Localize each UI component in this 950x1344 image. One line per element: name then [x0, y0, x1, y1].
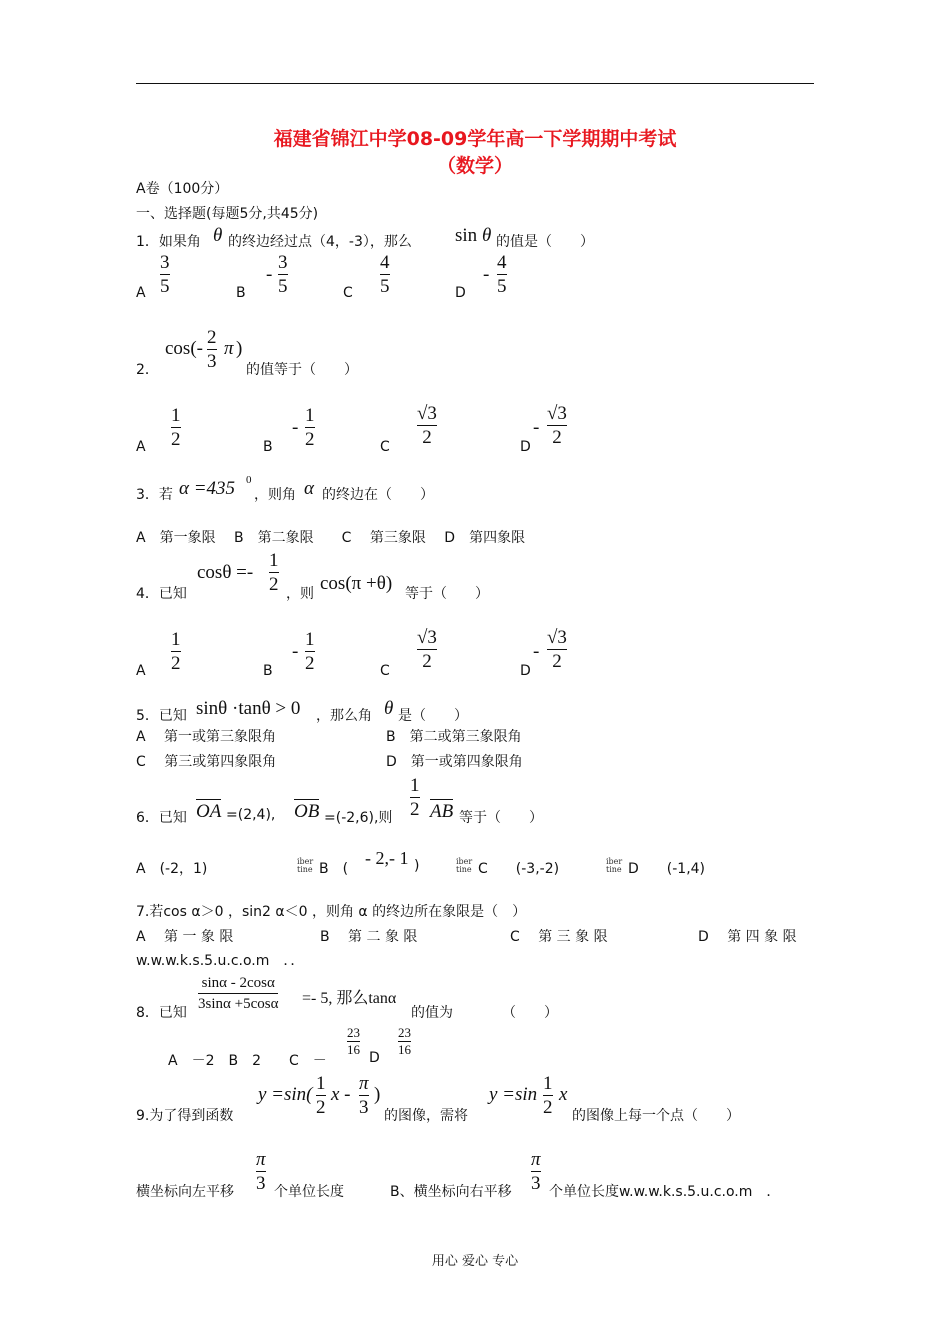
q9-y-sin-open: y =sin(	[258, 1084, 313, 1105]
q9-text-c: 的图像上每一个点（ ）	[572, 1108, 740, 1124]
section-heading: 一、选择题(每题5分,共45分)	[136, 206, 319, 222]
q6-option-a: A (-2，1)	[136, 861, 208, 877]
q7-option-c: C 第 三 象 限	[510, 929, 608, 945]
q8-option-d-fraction: 23 16	[398, 1025, 411, 1057]
q9-half-fraction-a: 1 2	[316, 1073, 326, 1118]
q9-option-b-unit: 个单位长度w.w.w.k.s.5.u.c.o.m ．	[549, 1184, 781, 1200]
q4-option-b-minus: -	[292, 641, 299, 662]
q1-theta: θ	[213, 225, 223, 246]
q6-broken-image-icon-c: iber tine	[456, 857, 473, 874]
q2-cos-open: cos(-	[165, 338, 203, 359]
q7-option-b: B 第 二 象 限	[320, 929, 418, 945]
q4-option-c-fraction: √3 2	[417, 627, 437, 672]
q1-option-c-fraction: 4 5	[380, 252, 390, 297]
q5-sin-tan: sinθ ·tanθ > 0	[196, 698, 301, 719]
header-rule	[136, 83, 814, 84]
q4-option-c-label: C	[380, 663, 390, 679]
page-title: 福建省锦江中学08-09学年高一下学期期中考试	[273, 128, 677, 150]
q3-text-b: ，则角	[254, 487, 296, 503]
q1-text-c: 的值是（ ）	[496, 234, 594, 250]
q1-text-a: 1．如果角	[136, 234, 201, 250]
q4-text-c: 等于（ ）	[405, 586, 489, 602]
q6-broken-image-icon-d: iber tine	[606, 857, 623, 874]
volume-label: A卷（100分）	[136, 181, 229, 197]
q9-option-a-fraction: π 3	[256, 1149, 266, 1194]
q1-option-a-fraction: 3 5	[160, 252, 170, 297]
q5-text-a: 5．已知	[136, 708, 187, 724]
q6-vector-ab: AB	[430, 801, 454, 822]
q5-text-b: ，那么角	[316, 708, 372, 724]
q4-text-b: ，则	[286, 586, 314, 602]
q8-options: A －2 B 2 C －	[168, 1053, 327, 1069]
q9-text-a: 9.为了得到函数	[136, 1108, 234, 1124]
q8-text-a: 8．已知	[136, 1005, 187, 1021]
q7-watermark: w.w.w.k.s.5.u.c.o.m ．．	[136, 953, 305, 969]
page-footer: 用心 爱心 专心	[431, 1254, 519, 1269]
q7-text: 7.若cos α＞0 ，sin2 α＜0 ，则角 α 的终边所在象限是（ ）	[136, 904, 527, 920]
q9-close: )	[374, 1084, 381, 1105]
q3-alpha: α	[304, 478, 314, 499]
q3-options: A 第一象限 B 第二象限 C 第三象限 D 第四象限	[136, 530, 526, 546]
q4-option-d-minus: -	[533, 641, 540, 662]
q2-option-b-fraction: 1 2	[305, 405, 315, 450]
q1-option-b-fraction: 3 5	[278, 252, 288, 297]
q5-theta: θ	[384, 698, 394, 719]
q6-half-fraction: 1 2	[410, 775, 420, 820]
q7-option-d: D 第 四 象 限	[698, 929, 797, 945]
q4-text-a: 4．已知	[136, 586, 187, 602]
q5-option-d: D 第一或第四象限角	[386, 754, 523, 770]
q1-option-c-label: C	[343, 285, 353, 301]
q5-text-c: 是（ ）	[398, 708, 468, 724]
q2-option-d-minus: -	[533, 417, 540, 438]
q6-vector-ob: OB	[294, 801, 320, 822]
q3-alpha-eq: α =435	[179, 478, 236, 499]
q2-tail: 的值等于（ ）	[246, 362, 358, 378]
q3-degree: 0	[246, 474, 252, 486]
q2-fraction: 2 3	[207, 327, 217, 372]
q6-option-b-value: - 2,- 1	[365, 848, 409, 868]
q1-sin: sin	[455, 225, 478, 246]
q8-option-d-label: D	[369, 1050, 380, 1066]
q6-text-c: 等于（ ）	[459, 810, 543, 826]
q2-option-c-fraction: √3 2	[417, 403, 437, 448]
q9-x: x	[559, 1084, 568, 1105]
q4-option-a-fraction: 1 2	[171, 629, 181, 674]
q3-text-c: 的终边在（ ）	[322, 487, 434, 503]
q2-close: )	[236, 338, 243, 359]
q2-option-a-fraction: 1 2	[171, 405, 181, 450]
q1-sin-theta: θ	[482, 225, 492, 246]
q4-option-d-fraction: √3 2	[547, 627, 567, 672]
q8-ratio-fraction: sinα - 2cosα 3sinα +5cosα	[198, 975, 279, 1012]
q6-option-d: D (-1,4)	[628, 861, 706, 877]
q9-x-minus: x -	[331, 1084, 351, 1105]
q1-option-b-label: B	[236, 285, 246, 301]
q3-text-a: 3．若	[136, 487, 173, 503]
q6-vector-oa: OA	[196, 801, 222, 822]
q6-oa-value: =(2,4),	[226, 807, 276, 823]
q4-option-b-fraction: 1 2	[305, 629, 315, 674]
q5-option-a: A 第一或第三象限角	[136, 729, 277, 745]
q6-ob-value: =(-2,6),则	[324, 810, 393, 826]
q4-half-fraction: 1 2	[269, 550, 279, 595]
q8-option-c-fraction: 23 16	[347, 1025, 360, 1057]
q5-option-c: C 第三或第四象限角	[136, 754, 277, 770]
q2-option-d-label: D	[520, 439, 531, 455]
q6-option-b-label: B (	[319, 861, 349, 877]
q6-option-b-close: )	[414, 858, 420, 874]
q1-option-d-label: D	[455, 285, 466, 301]
q9-option-a-text: 横坐标向左平移	[136, 1184, 234, 1200]
q9-text-b: 的图像，需将	[384, 1108, 468, 1124]
q9-option-a-unit: 个单位长度	[274, 1184, 344, 1200]
q4-option-a-label: A	[136, 663, 146, 679]
q7-option-a: A 第 一 象 限	[136, 929, 234, 945]
q2-option-b-minus: -	[292, 417, 299, 438]
q4-cos-theta-eq: cosθ =-	[197, 562, 254, 583]
q8-text-c: 的值为 （ ）	[411, 1005, 558, 1021]
q1-text-b: 的终边经过点（4，-3），那么	[228, 234, 412, 250]
q1-option-d-fraction: 4 5	[497, 252, 507, 297]
q4-option-d-label: D	[520, 663, 531, 679]
q8-equals: =- 5, 那么tanα	[302, 990, 397, 1007]
q9-pi-third-fraction: π 3	[359, 1073, 369, 1118]
q2-option-d-fraction: √3 2	[547, 403, 567, 448]
q2-option-c-label: C	[380, 439, 390, 455]
q4-option-b-label: B	[263, 663, 273, 679]
q6-option-c: C (-3,-2)	[478, 861, 560, 877]
q5-option-b: B 第二或第三象限角	[386, 729, 522, 745]
q1-option-b-minus: -	[266, 264, 273, 285]
q1-option-a-label: A	[136, 285, 146, 301]
q2-number: 2．	[136, 362, 159, 378]
q9-half-fraction-b: 1 2	[543, 1073, 553, 1118]
q1-option-d-minus: -	[483, 264, 490, 285]
q9-option-b-text: B、横坐标向右平移	[390, 1184, 512, 1200]
q6-broken-image-icon-b: iber tine	[297, 857, 314, 874]
q2-option-a-label: A	[136, 439, 146, 455]
q9-y-sin: y =sin	[489, 1084, 538, 1105]
q6-text-a: 6．已知	[136, 810, 187, 826]
q4-cos-pi-theta: cos(π +θ)	[320, 573, 393, 594]
page-subtitle: （数学）	[436, 155, 513, 177]
q2-pi: π	[224, 338, 234, 359]
q2-option-b-label: B	[263, 439, 273, 455]
q9-option-b-fraction: π 3	[531, 1149, 541, 1194]
